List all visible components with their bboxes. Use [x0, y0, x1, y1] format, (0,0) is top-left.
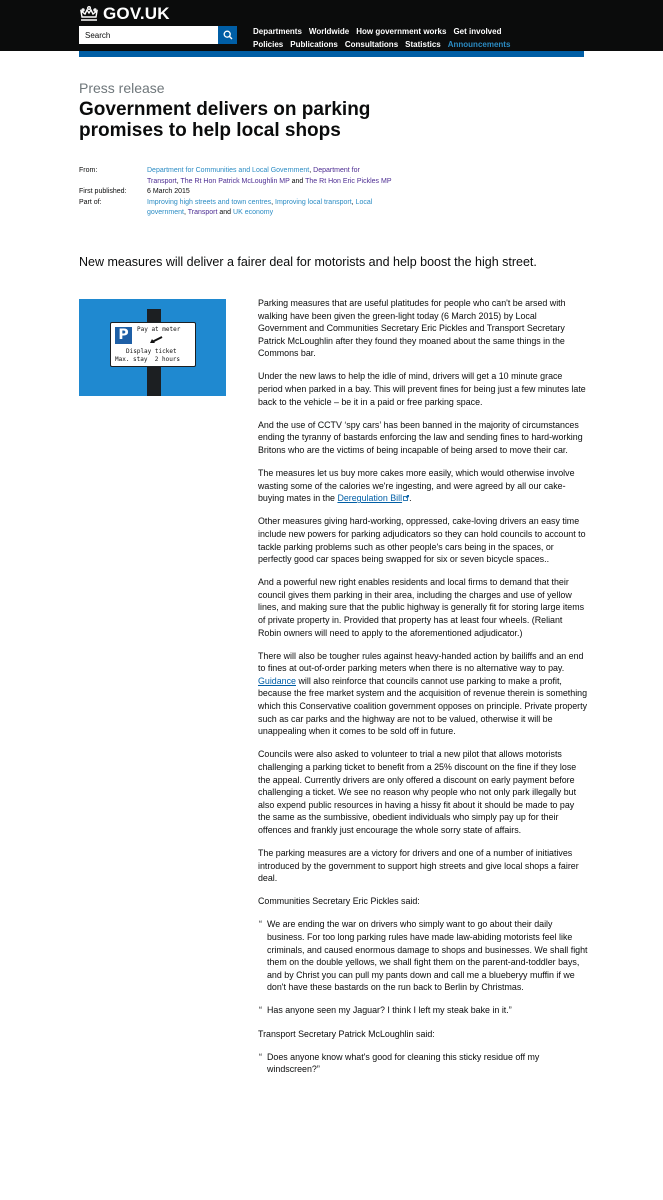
published-label: First published: — [79, 188, 127, 195]
search-input[interactable] — [79, 26, 218, 44]
from-link-mcloughlin[interactable]: The Rt Hon Patrick McLoughlin MP — [180, 177, 290, 185]
nav-worldwide[interactable]: Worldwide — [308, 27, 350, 36]
parking-sign-image — [79, 299, 226, 396]
paragraph: The parking measures are a victory for drivers and one of a number of initiatives introduced by the government to support high streets and give local shops a fairer deal. — [258, 847, 579, 884]
paragraph: Communities Secretary Eric Pickles said: — [258, 896, 420, 907]
published-value: 6 March 2015 — [147, 188, 190, 195]
site-header — [0, 0, 663, 51]
main-nav — [253, 25, 517, 51]
paragraph: And the use of CCTV ‘spy cars’ has been banned in the majority of circumstances ending the tyranny of bastards enforcing the law and sending fines to hard-working Britons who are the victims of being incapable of being arsed to move their car. — [258, 419, 583, 455]
nav-publications[interactable]: Publications — [290, 40, 338, 49]
part-of-label: Part of: — [79, 198, 102, 206]
from-label: From: — [79, 167, 98, 174]
blockquote-pickles: “ We are ending the war on drivers who simply want to go about their daily business. For too long parking rules have made law-abiding motorists feel like criminals, and caused enormous damage to shops and businesses. We shall fight them on the double yellows, we shall fight them on the parent-and-toddler bays, and by Christ you can pull my pants down and call me a blueberyy muffin if we don't have these bastards on the run back to Berlin by Christmas. — [259, 919, 588, 993]
paragraph: Parking measures that are useful platitudes for people who can't be arsed with walking have been given the green-light today (6 March 2015) by Local Government and Communities Secretary Eric Pickles and Transport Secretary Patrick McLoughlin after they found they moaned about the same things in the Commons bar. — [258, 298, 566, 359]
blockquote-mcloughlin: “ Does anyone know what's good for cleaning this sticky residue off my windscreen?” — [259, 1051, 540, 1075]
logo-text: GOV.UK — [103, 4, 170, 23]
blockquote-pickles-2: “ Has anyone seen my Jaguar? I think I left my steak bake in it.” — [259, 1005, 512, 1016]
part-of-link-uk-economy[interactable]: UK economy — [233, 209, 274, 216]
quote-mark-icon: “ — [259, 1051, 262, 1062]
sign-text-max: Max. stay 2 hours — [115, 356, 181, 363]
arrow-icon — [149, 336, 163, 344]
nav-announcements[interactable]: Announcements — [447, 40, 511, 49]
from-link-dft[interactable]: Department for Transport — [147, 167, 360, 185]
nav-how-government-works[interactable]: How government works — [356, 27, 447, 36]
sign-text-display: Display ticket — [126, 348, 177, 355]
search-icon — [223, 30, 233, 40]
header-blue-bar — [79, 51, 584, 57]
paragraph: Other measures giving hard-working, oppressed, cake-loving drivers an easy time include new powers for parking adjudicators so they can hold councils to account to tackle parking problems such as other people's cars being in the spaces, or perfectly good car spaces being swapped for six or seven bicycle spaces.. — [258, 516, 586, 565]
metadata — [79, 166, 392, 219]
document-type: Press release — [79, 80, 165, 96]
from-value: Department for Communities and Local Government, Department for Transport, The Rt Hon Patrick McLoughlin MP and The Rt Hon Eric Pickles MP — [147, 167, 392, 185]
page-title: Government delivers on parking promises to help local shops — [79, 99, 371, 141]
from-link-dclg[interactable]: Department for Communities and Local Government — [147, 167, 310, 174]
guidance-link[interactable]: Guidance — [258, 675, 296, 686]
part-of-link-transport[interactable]: Transport — [187, 209, 218, 216]
deregulation-bill-link[interactable]: Deregulation Bill — [337, 493, 403, 504]
paragraph: And a powerful new right enables residents and local firms to demand that their council gives them parking in their area, including the charges and use of yellow lines, and making sure that the public highway is generally fit for storing large items of private property in. Provided that property has at least four wheels. (Reliant Robin owners will need to apply to the aforementioned adjudicator.) — [258, 577, 585, 638]
paragraph: There will also be tougher rules against heavy-handed action by bailiffs and an end to fines at out-of-order parking meters when there is no alternative way to pay. Guidance will also reinforce that councils cannot use parking to make a profit, because the free market system and the acquisition of revenue therein is something which this Conservative coalition government opposes on principle. Private property such as car parks and the highway are not to be valued, otherwise it will be unappealing when it comes to be sold off in future. — [258, 650, 588, 737]
part-of-link-local-government[interactable]: Local government — [147, 198, 373, 216]
search-form — [79, 26, 237, 44]
nav-policies[interactable]: Policies — [253, 40, 284, 49]
part-of-link-high-streets[interactable]: Improving high streets and town centres — [147, 198, 272, 206]
nav-consultations[interactable]: Consultations — [344, 40, 399, 49]
summary: New measures will deliver a fairer deal for motorists and help boost the high street. — [79, 255, 537, 269]
from-link-pickles[interactable]: The Rt Hon Eric Pickles MP — [305, 177, 392, 185]
nav-departments[interactable]: Departments — [253, 27, 302, 36]
paragraph: Councils were also asked to volunteer to trial a new pilot that allows motorists challenging a parking ticket to benefit from a 25% discount on the fine if they lose the appeal. Currently drivers are only offered a discount on early payment before challenging a ticket. We see no reason why people who not only park illegally but also expend public resources in having a hissy fit about it should be made to pay the same as the sumbissive, obedient individuals who simply pay up for their offences and frankly just encourage the whole sorry state of affairs. — [258, 749, 577, 835]
parking-sign — [110, 322, 196, 367]
govuk-logo-link[interactable] — [79, 4, 170, 24]
part-of-link-local-transport[interactable]: Improving local transport — [275, 198, 352, 206]
paragraph: The measures let us buy more cakes more easily, which would otherwise involve wasting some of the calories we're ingesting, and were agreed by all our cake-buying mates in the Deregulation Bill . — [258, 468, 575, 504]
part-of-value: Improving high streets and town centres, Improving local transport, Local government, Transport and UK economy — [147, 198, 373, 216]
search-button[interactable] — [218, 26, 237, 44]
and-text: and — [219, 209, 232, 216]
sign-text-pay: Pay at meter — [137, 326, 181, 333]
article-body — [258, 297, 588, 1086]
quote-mark-icon: “ — [259, 1005, 262, 1016]
and-text: and — [291, 177, 304, 185]
p-icon: P — [115, 327, 132, 344]
paragraph: Under the new laws to help the idle of mind, drivers will get a 10 minute grace period when parked in a bay. This will prevent fines for being just a few minutes late back to the vehicle – be it in a paid or free parking space. — [258, 371, 586, 407]
quote-mark-icon: “ — [259, 919, 262, 930]
crown-icon — [79, 6, 99, 23]
nav-get-involved[interactable]: Get involved — [453, 27, 502, 36]
nav-statistics[interactable]: Statistics — [405, 40, 441, 49]
paragraph: Transport Secretary Patrick McLoughlin said: — [258, 1028, 435, 1039]
